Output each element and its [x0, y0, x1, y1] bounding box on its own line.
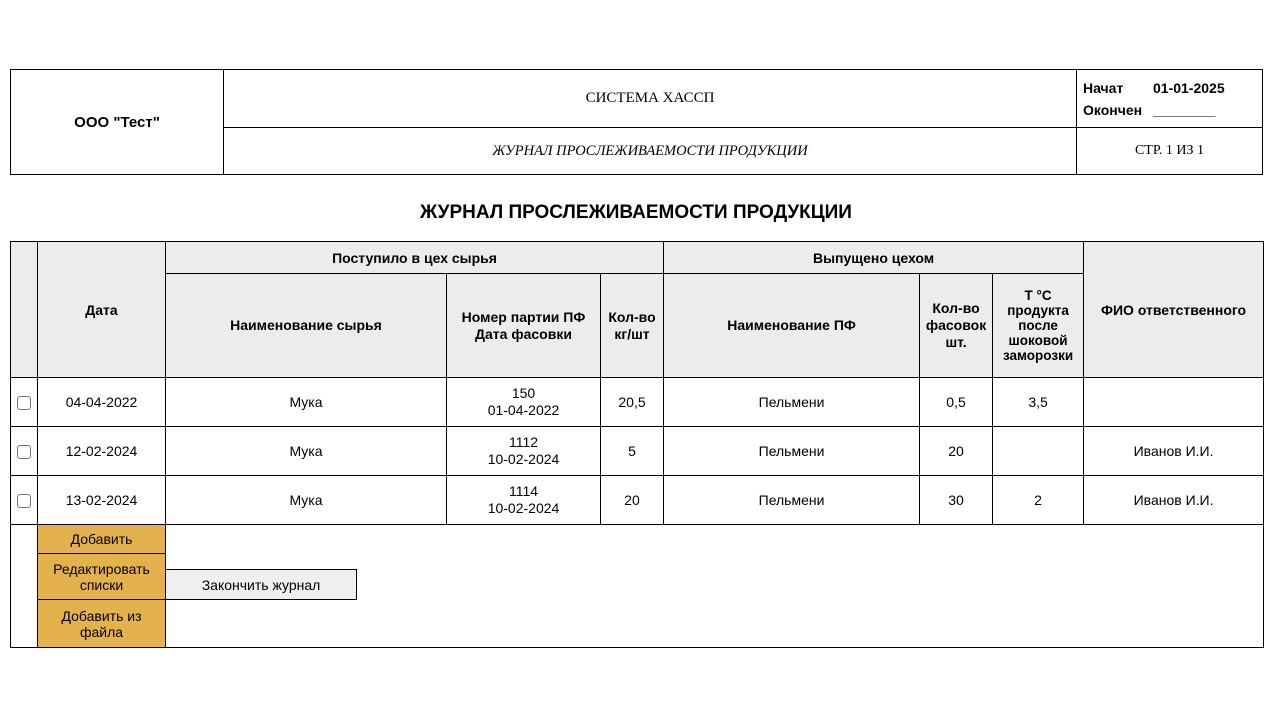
row-checkbox[interactable]: [17, 396, 31, 410]
date-cell: 13-02-2024: [38, 476, 166, 525]
edit-lists-button[interactable]: Редактировать списки: [38, 554, 165, 600]
product-cell: Пельмени: [664, 378, 920, 427]
started-value: 01-01-2025: [1153, 79, 1225, 96]
date-column-header: Дата: [38, 242, 166, 378]
packs-cell: 30: [920, 476, 993, 525]
date-cell: 12-02-2024: [38, 427, 166, 476]
select-column-header: [11, 242, 38, 378]
batch-column-header: Номер партии ПФ Дата фасовки: [447, 274, 601, 378]
material-cell: Мука: [166, 476, 447, 525]
responsible-cell: Иванов И.И.: [1084, 427, 1264, 476]
journal-period: [1077, 70, 1263, 128]
table-row: [11, 378, 1264, 427]
product-cell: Пельмени: [664, 427, 920, 476]
qty-cell: 5: [601, 427, 664, 476]
table-row: [11, 427, 1264, 476]
responsible-column-header: ФИО ответственного: [1084, 242, 1264, 378]
page-indicator: СТР. 1 ИЗ 1: [1077, 128, 1263, 175]
product-column-header: Наименование ПФ: [664, 274, 920, 378]
system-name: СИСТЕМА ХАССП: [224, 70, 1077, 128]
action-buttons: [38, 525, 166, 648]
qty-cell: 20: [601, 476, 664, 525]
product-cell: Пельмени: [664, 476, 920, 525]
started-label: Начат: [1083, 79, 1124, 96]
page-title: ЖУРНАЛ ПРОСЛЕЖИВАЕМОСТИ ПРОДУКЦИИ: [420, 202, 852, 223]
temperature-column-header: Т °С продукта после шоковой заморозки: [993, 274, 1084, 378]
row-checkbox[interactable]: [17, 445, 31, 459]
organization-name: ООО "Тест": [11, 70, 224, 175]
material-cell: Мука: [166, 378, 447, 427]
table-row: [11, 476, 1264, 525]
ended-value: ________: [1153, 101, 1216, 118]
received-group-header: Поступило в цех сырья: [166, 242, 664, 274]
batch-cell: 1114 10-02-2024: [447, 476, 601, 525]
add-button[interactable]: Добавить: [38, 525, 165, 554]
journal-name: ЖУРНАЛ ПРОСЛЕЖИВАЕМОСТИ ПРОДУКЦИИ: [224, 128, 1077, 175]
row-checkbox[interactable]: [17, 494, 31, 508]
material-column-header: Наименование сырья: [166, 274, 447, 378]
temperature-cell: 3,5: [993, 378, 1084, 427]
packs-column-header: Кол-во фасовок шт.: [920, 274, 993, 378]
temperature-cell: [993, 427, 1084, 476]
finish-journal-button[interactable]: Закончить журнал: [165, 569, 357, 600]
add-from-file-button[interactable]: Добавить из файла: [38, 600, 165, 647]
date-cell: 04-04-2022: [38, 378, 166, 427]
qty-cell: 20,5: [601, 378, 664, 427]
temperature-cell: 2: [993, 476, 1084, 525]
material-cell: Мука: [166, 427, 447, 476]
packs-cell: 20: [920, 427, 993, 476]
document-header: [10, 69, 1263, 175]
qty-column-header: Кол-во кг/шт: [601, 274, 664, 378]
batch-cell: 1112 10-02-2024: [447, 427, 601, 476]
responsible-cell: Иванов И.И.: [1084, 476, 1264, 525]
batch-cell: 150 01-04-2022: [447, 378, 601, 427]
responsible-cell: [1084, 378, 1264, 427]
ended-label: Окончен: [1083, 101, 1143, 118]
released-group-header: Выпущено цехом: [664, 242, 1084, 274]
packs-cell: 0,5: [920, 378, 993, 427]
